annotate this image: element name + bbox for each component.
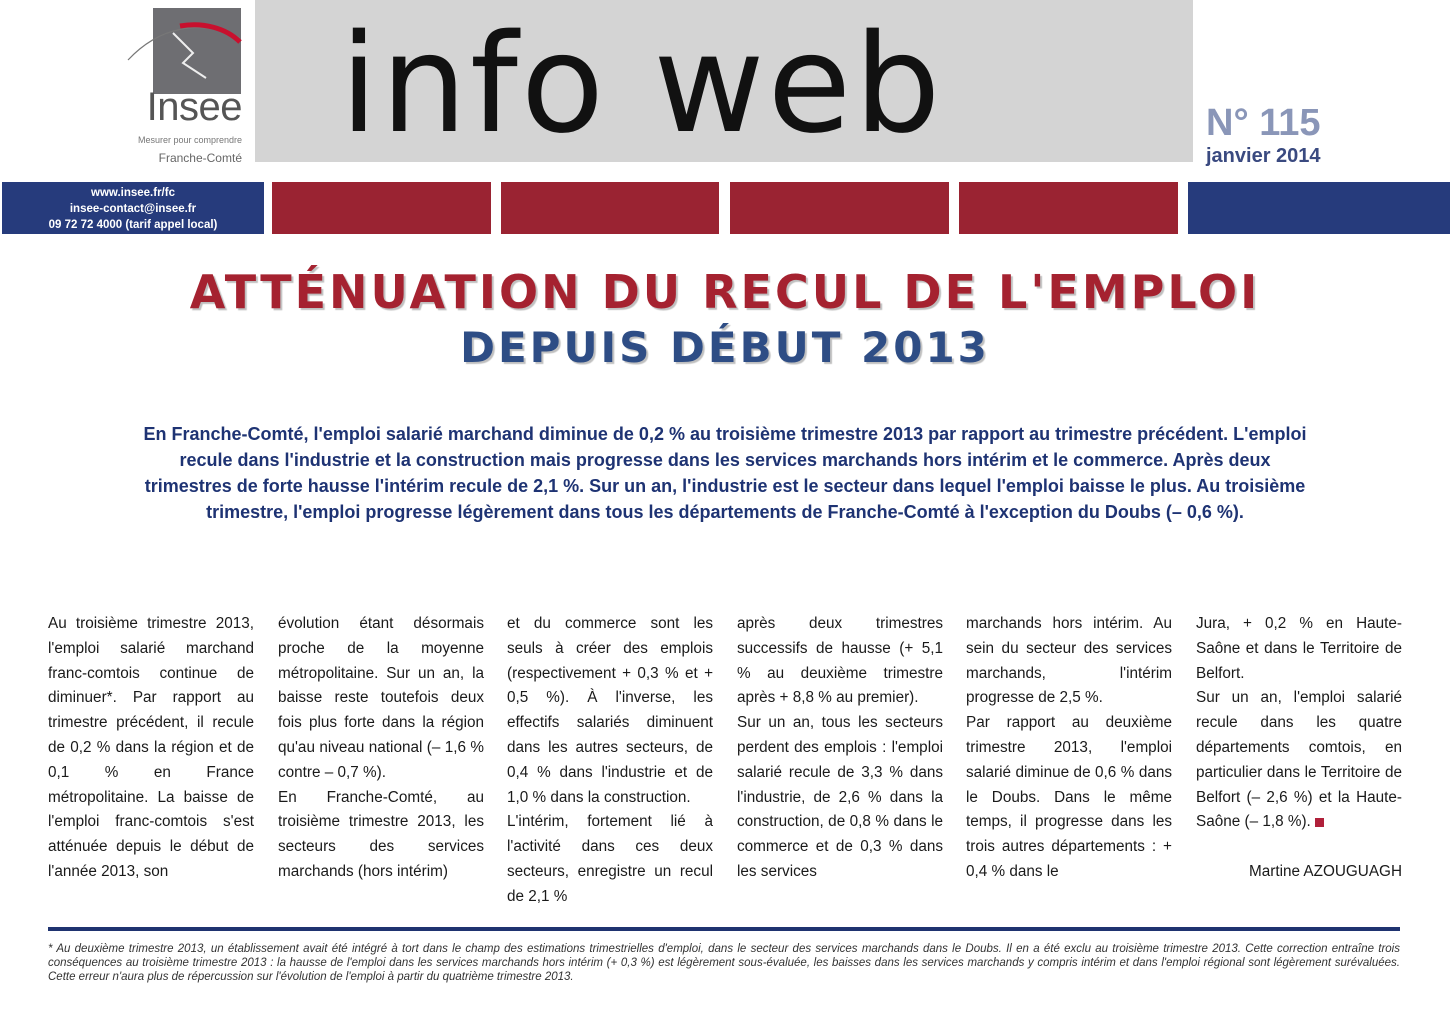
paragraph [1196, 686, 1402, 835]
logo-region: Franche-Comté [158, 151, 242, 165]
paragraph: L'intérim, fortement lié à l'activité dans ces deux secteurs, enregistre un recul de 2,1 % [507, 813, 713, 905]
lead-paragraph: En Franche-Comté, l'emploi salarié marchand diminue de 0,2 % au troisième trimestre 2013 par rapport au trimestre précédent. L'emploi recule dans l'industrie et la construction mais progresse dans les services marchands hors intérim et le commerce. Après deux trimestres de forte hausse l'intérim recule de 2,1 %. Sur un an, l'industrie est le secteur dans lequel l'emploi baisse le plus. Au troisième trimestre, l'emploi progresse légèrement dans tous les départements de Franche-Comté à l'exception du Doubs (– 0,6 %). [143, 424, 1307, 522]
contact-block [2, 182, 264, 234]
body-column-2 [278, 612, 484, 885]
paragraph: Jura, + 0,2 % en Haute-Saône et dans le Territoire de Belfort. [1196, 615, 1402, 682]
body-column-3 [507, 612, 713, 910]
body-column-4 [737, 612, 943, 885]
author-signature: Martine AZOUGUAGH [1249, 863, 1402, 880]
paragraph: et du commerce sont les seuls à créer des emplois (respectivement + 0,3 % et + 0,5 %). À l'inverse, les effectifs salariés diminuent dans les autres secteurs, de 0,4 % dans l'industrie et de 1,0 % dans la construction. [507, 615, 713, 806]
end-mark-icon [1315, 818, 1324, 827]
website-link[interactable]: www.insee.fr/fc [91, 187, 175, 199]
issue-date: janvier 2014 [1206, 145, 1321, 167]
issue-number: N° 115 [1206, 102, 1321, 144]
paragraph: évolution étant désormais proche de la moyenne métropolitaine. Sur un an, la baisse reste toutefois deux fois plus forte dans la région qu'au niveau national (– 1,6 % contre – 0,7 %). [278, 615, 484, 781]
headline-line-2: DEPUIS DÉBUT 2013 [460, 323, 990, 372]
decorative-bar [730, 182, 949, 234]
phone-number: 09 72 72 4000 (tarif appel local) [48, 219, 218, 231]
logo-tagline: Mesurer pour comprendre [137, 135, 242, 145]
paragraph: marchands hors intérim. Au sein du secteur des services marchands, l'intérim progresse de 2,5 %. [966, 615, 1172, 707]
masthead-title: info web [340, 6, 944, 164]
footnote-divider [48, 927, 1400, 931]
paragraph: après deux trimestres successifs de hausse (+ 5,1 % au deuxième trimestre après + 8,8 % au premier). [737, 615, 943, 707]
decorative-bar [1188, 182, 1450, 234]
email-link[interactable]: insee-contact@insee.fr [69, 203, 197, 215]
footnote: * Au deuxième trimestre 2013, un établissement avait été intégré à tort dans le champ des estimations trimestrielles d'emploi, dans le secteur des services marchands dans le Doubs. Il en a été exclu au troisième trimestre 2013. Cette correction entraîne trois conséquences au troisième trimestre 2013 : la hausse de l'emploi dans les services marchands hors intérim (+ 0,3 %) est légèrement sous-évaluée, les baisses dans les services marchands y compris intérim et dans l'emploi régional sont légèrement surévaluées. Cette erreur n'aura plus de répercussion sur l'évolution de l'emploi à partir du quatrième trimestre 2013. [48, 943, 1400, 983]
decorative-bar [501, 182, 719, 234]
decorative-bar [959, 182, 1178, 234]
logo-wordmark: Insee [146, 85, 242, 129]
body-column-6 [1196, 612, 1402, 835]
paragraph: Par rapport au deuxième trimestre 2013, l'emploi salarié diminue de 0,6 % dans le Doubs. Dans le même temps, il progresse dans les trois autres départements : + 0,4 % dans le [966, 714, 1172, 880]
paragraph-text: Sur un an, l'emploi salarié recule dans les quatre départements comtois, en particulier dans le Territoire de Belfort (– 2,6 %) et la Haute-Saône (– 1,8 %). [1196, 689, 1402, 831]
decorative-bar [272, 182, 491, 234]
headline-line-1: ATTÉNUATION DU RECUL DE L'EMPLOI [189, 265, 1261, 319]
paragraph: Sur un an, tous les secteurs perdent des emplois : l'emploi salarié recule de 3,3 % dans l'industrie, de 2,6 % dans la construction, de 0,8 % dans le commerce et de 0,3 % dans les services [737, 714, 943, 880]
paragraph: Au troisième trimestre 2013, l'emploi salarié marchand franc-comtois continue de diminuer*. Par rapport au trimestre précédent, il recule de 0,2 % dans la région et de 0,1 % en France métropolitaine. La baisse de l'emploi franc-comtois s'est atténuée depuis le début de l'année 2013, son [48, 615, 254, 880]
body-column-5 [966, 612, 1172, 885]
body-column-1 [48, 612, 254, 885]
paragraph: En Franche-Comté, au troisième trimestre 2013, les secteurs des services marchands (hors intérim) [278, 788, 484, 880]
